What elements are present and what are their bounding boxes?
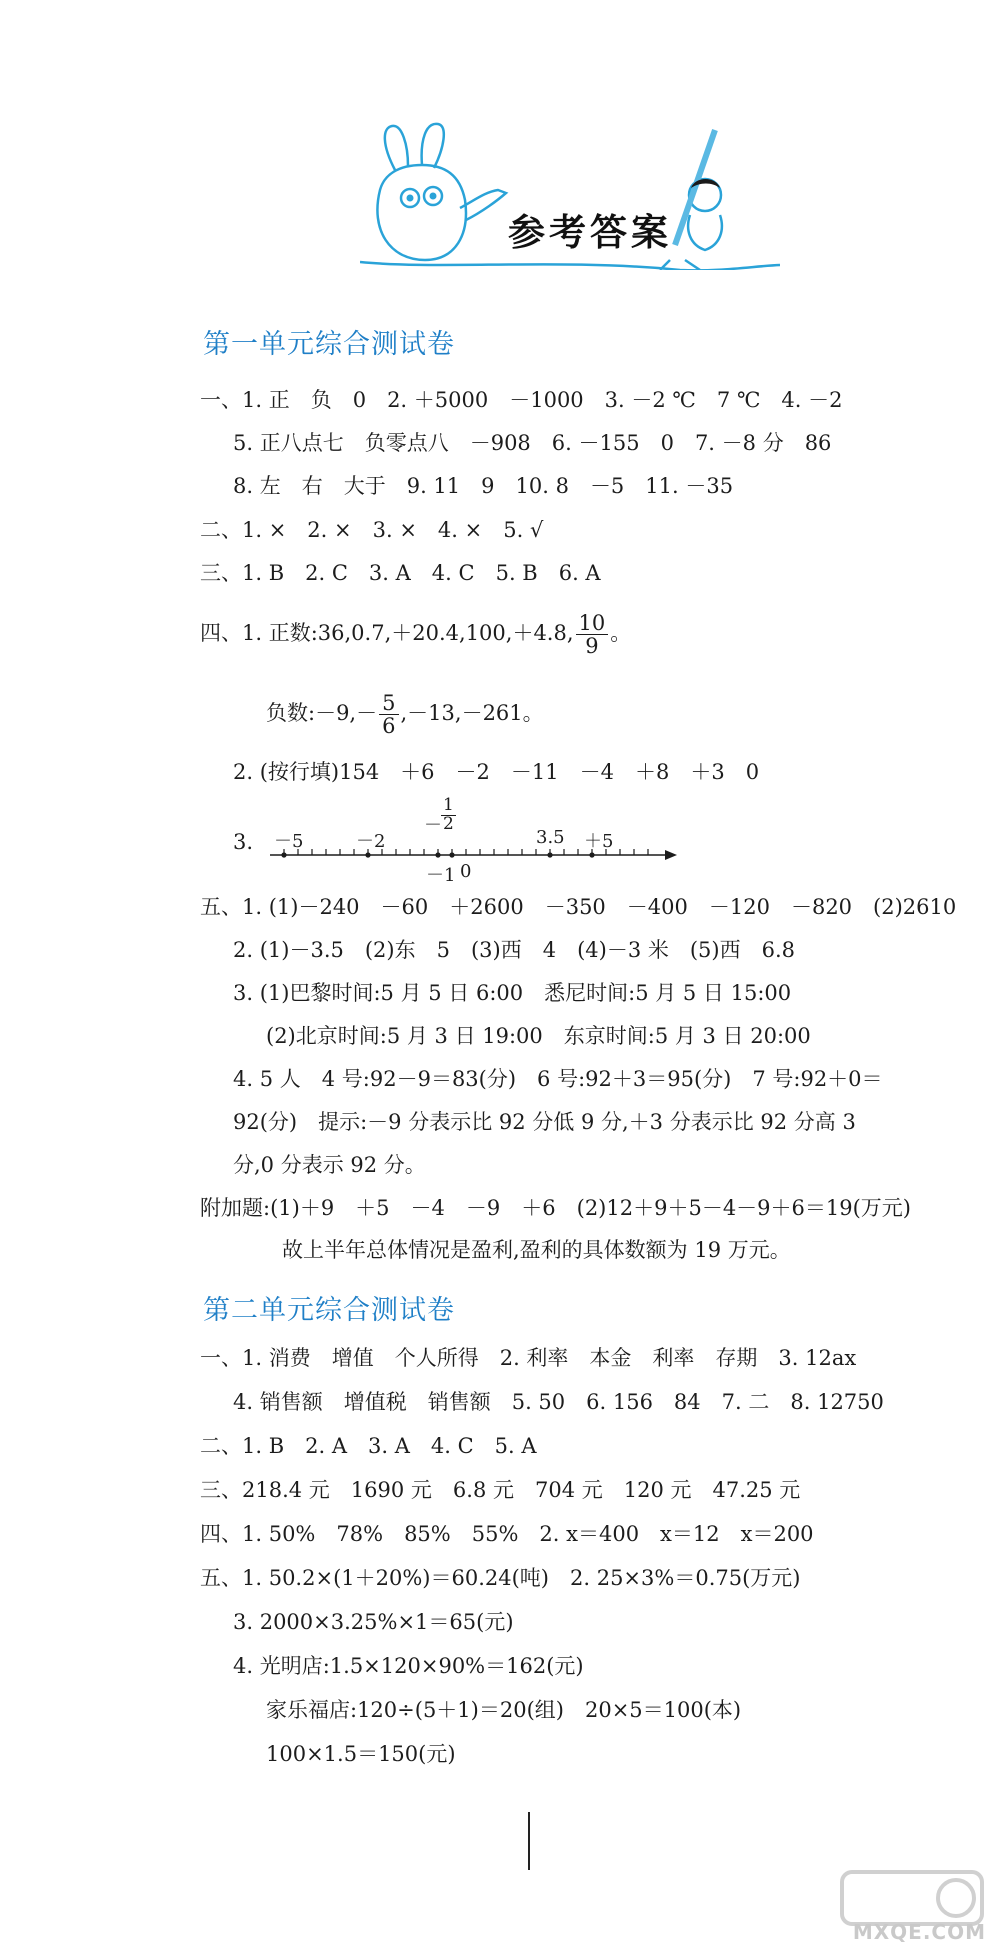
unit1-line-6: 四、1. 正数:36,0.7,＋20.4,100,＋4.8, $\frac{10}{9}$ 。: [200, 611, 632, 659]
watermark-url: MXQE.COM: [852, 1920, 986, 1944]
number-line: [270, 795, 690, 885]
unit2-line-6: 五、1. 50.2×(1＋20%)＝60.24(吨) 2. 25×3%＝0.75(万元): [200, 1566, 801, 1590]
number-line-label-minus5: －5: [274, 831, 304, 852]
unit2-line-4: 三、218.4 元 1690 元 6.8 元 704 元 120 元 47.25 元: [200, 1478, 801, 1502]
unit1-line-14: 4. 5 人 4 号:92－9＝83(分) 6 号:92＋3＝95(分) 7 号:92＋0＝: [233, 1067, 883, 1091]
fraction-5-6: $\frac{5}{6}$: [379, 692, 398, 737]
unit1-line-10: 五、1. (1)－240 －60 ＋2600 －350 －400 －120 －820 (2)2610: [200, 895, 957, 919]
unit2-line-7: 3. 2000×3.25%×1＝65(元): [233, 1610, 514, 1634]
number-line-label-minus2: －2: [356, 831, 386, 852]
unit2-title: 第二单元综合测试卷: [203, 1295, 455, 1326]
number-line-label-half-sign: －: [424, 815, 442, 836]
banner-title: 参考答案: [508, 211, 672, 254]
number-line-label-half: $\frac{1}{2}$: [443, 795, 454, 834]
unit1-line-17: 附加题:(1)＋9 ＋5 －4 －9 ＋6 (2)12＋9＋5－4－9＋6＝19(万元): [200, 1196, 912, 1220]
unit1-line-2: 5. 正八点七 负零点八 －908 6. －155 0 7. －8 分 86: [233, 431, 832, 455]
unit1-line-11: 2. (1)－3.5 (2)东 5 (3)西 4 (4)－3 米 (5)西 6.8: [233, 938, 795, 962]
unit1-line-4: 二、1. × 2. × 3. × 4. × 5. √: [200, 518, 544, 542]
unit1-line-13: (2)北京时间:5 月 3 日 19:00 东京时间:5 月 3 日 20:00: [266, 1024, 811, 1048]
unit1-line-3: 8. 左 右 大于 9. 11 9 10. 8 －5 11. －35: [233, 474, 734, 498]
unit2-line-3: 二、1. B 2. A 3. A 4. C 5. A: [200, 1434, 537, 1458]
unit2-line-9: 家乐福店:120÷(5＋1)＝20(组) 20×5＝100(本): [266, 1698, 742, 1722]
number-line-label-zero: 0: [460, 861, 472, 882]
unit1-line-16: 分,0 分表示 92 分。: [233, 1153, 426, 1177]
unit1-line-15: 92(分) 提示:－9 分表示比 92 分低 9 分,＋3 分表示比 92 分高 3: [233, 1110, 856, 1134]
unit2-line-10: 100×1.5＝150(元): [266, 1742, 456, 1766]
unit1-line-9: 3.: [233, 830, 254, 854]
page-mark: [528, 1812, 530, 1870]
unit2-line-8: 4. 光明店:1.5×120×90%＝162(元): [233, 1654, 584, 1678]
unit1-line-18: 故上半年总体情况是盈利,盈利的具体数额为 19 万元。: [282, 1238, 791, 1262]
unit1-line-5: 三、1. B 2. C 3. A 4. C 5. B 6. A: [200, 561, 601, 585]
unit2-line-5: 四、1. 50% 78% 85% 55% 2. x＝400 x＝12 x＝200: [200, 1522, 814, 1546]
number-line-label-3-5: 3.5: [536, 827, 565, 848]
unit2-line-1: 一、1. 消费 增值 个人所得 2. 利率 本金 利率 存期 3. 12ax: [200, 1346, 857, 1370]
unit1-line-1: 一、1. 正 负 0 2. ＋5000 －1000 3. －2 ℃ 7 ℃ 4. －2: [200, 388, 843, 412]
fraction-10-9: $\frac{10}{9}$: [576, 612, 609, 657]
number-line-label-plus5: ＋5: [584, 831, 614, 852]
unit1-title: 第一单元综合测试卷: [203, 329, 455, 360]
number-line-axis: [270, 795, 690, 885]
number-line-label-minus1: －1: [426, 865, 456, 886]
unit1-line-12: 3. (1)巴黎时间:5 月 5 日 6:00 悉尼时间:5 月 5 日 15:00: [233, 981, 792, 1005]
unit2-line-2: 4. 销售额 增值税 销售额 5. 50 6. 156 84 7. 二 8. 12750: [233, 1390, 884, 1414]
unit1-line-8: 2. (按行填)154 ＋6 －2 －11 －4 ＋8 ＋3 0: [233, 760, 760, 784]
unit1-line-7: 负数:－9,－ $\frac{5}{6}$ ,－13,－261。: [266, 691, 544, 739]
